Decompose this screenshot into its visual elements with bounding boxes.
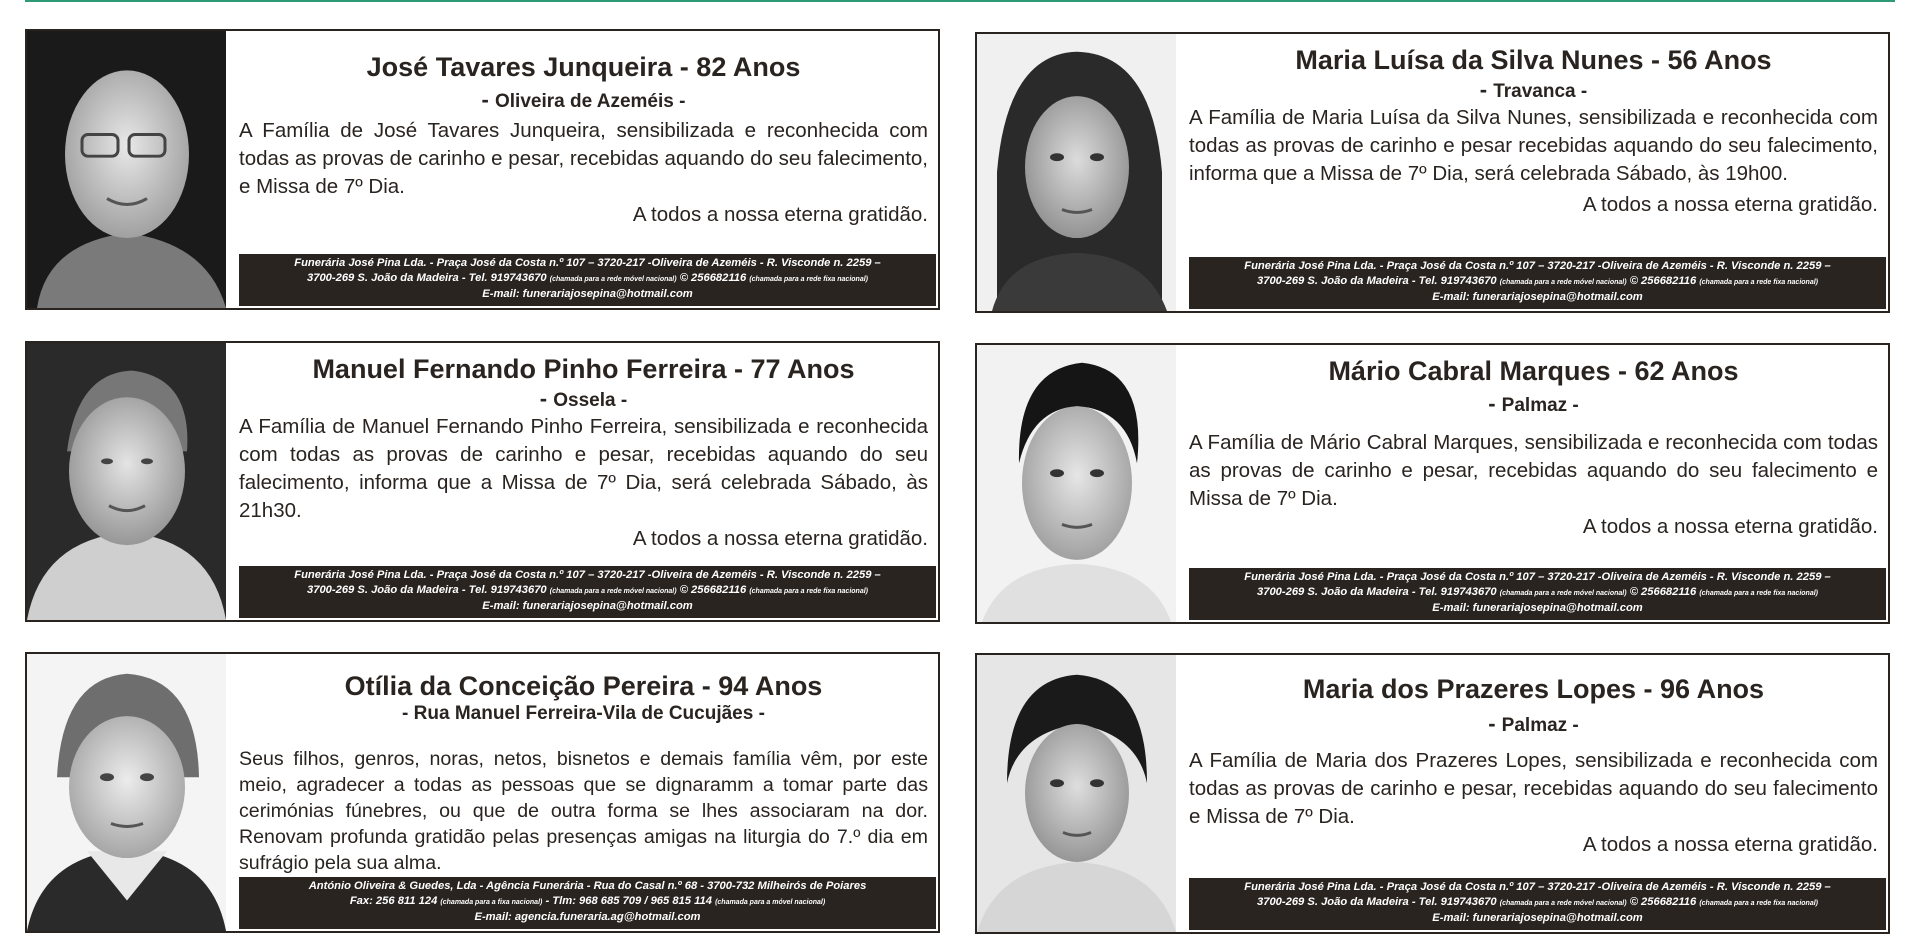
funeral-home-footer — [1189, 257, 1886, 309]
deceased-name: Manuel Fernando Pinho Ferreira - 77 Anos — [312, 354, 855, 384]
footer-line-2: 3700-269 S. João da Madeira - Tel. 919743670 (chamada para a rede móvel nacional) © 256682116 (chamada para a rede fixa nacional) — [1257, 275, 1818, 287]
thanks-line: A todos a nossa eterna gratidão. — [632, 527, 928, 550]
portrait-photo — [27, 343, 226, 620]
location: Travanca — [1493, 81, 1576, 102]
funeral-home-footer — [1189, 568, 1886, 620]
footer-line-1: Funerária José Pina Lda. - Praça José da Costa n.º 107 – 3720-217 -Oliveira de Azeméis - R. Visconde n. 2259 – — [1244, 881, 1831, 893]
obituary-card-jose — [25, 29, 940, 310]
location-line: - Palmaz - — [1488, 711, 1579, 736]
location: Palmaz — [1501, 715, 1568, 736]
portrait-photo — [977, 655, 1176, 932]
thanks-line: A todos a nossa eterna gratidão. — [1582, 515, 1878, 538]
location: Rua Manuel Ferreira-Vila de Cucujães — [413, 703, 754, 724]
footer-line-2: Fax: 256 811 124 (chamada para a fixa nacional) - Tlm: 968 685 709 / 965 815 114 (chamada para a móvel nacional) — [349, 895, 826, 907]
funeral-home-footer — [239, 877, 936, 929]
deceased-name: Maria dos Prazeres Lopes - 96 Anos — [1302, 674, 1765, 704]
deceased-name: Maria Luísa da Silva Nunes - 56 Anos — [1295, 45, 1772, 75]
footer-line-2: 3700-269 S. João da Madeira - Tel. 919743670 (chamada para a rede móvel nacional) © 256682116 (chamada para a rede fixa nacional) — [307, 272, 868, 284]
footer-line-1: Funerária José Pina Lda. - Praça José da Costa n.º 107 – 3720-217 -Oliveira de Azeméis - R. Visconde n. 2259 – — [1244, 571, 1831, 583]
portrait-photo — [977, 345, 1176, 622]
footer-line-2: 3700-269 S. João da Madeira - Tel. 919743670 (chamada para a rede móvel nacional) © 256682116 (chamada para a rede fixa nacional) — [1257, 586, 1818, 598]
footer-email: E-mail: funerariajosepina@hotmail.com — [1432, 602, 1643, 614]
notice-text: A Família de José Tavares Junqueira, sensibilizada e reconhecida com todas as provas de carinho e pesar, recebidas aquando do seu falecimento, e Missa de 7º Dia. — [239, 119, 928, 198]
footer-email: E-mail: funerariajosepina@hotmail.com — [1432, 912, 1643, 924]
footer-line-1: António Oliveira & Guedes, Lda - Agência Funerária - Rua do Casal n.º 68 - 3700-732 Milheirós de Poiares — [308, 880, 867, 892]
deceased-name: Mário Cabral Marques - 62 Anos — [1328, 356, 1739, 386]
notice-text: A Família de Maria Luísa da Silva Nunes, sensibilizada e reconhecida com todas as provas de carinho e pesar recebidas aquando do seu falecimento, informa que a Missa de 7º Dia, será celebrada Sábado, às 19h00. — [1189, 106, 1878, 185]
location: Ossela — [553, 390, 616, 411]
footer-line-1: Funerária José Pina Lda. - Praça José da Costa n.º 107 – 3720-217 -Oliveira de Azeméis - R. Visconde n. 2259 – — [1244, 260, 1831, 272]
thanks-line: A todos a nossa eterna gratidão. — [632, 203, 928, 226]
location-line: - Rua Manuel Ferreira-Vila de Cucujães - — [402, 703, 765, 724]
portrait-photo — [27, 31, 226, 308]
notice-text: A Família de Maria dos Prazeres Lopes, sensibilizada e reconhecida com todas as provas de carinho e pesar, recebidas aquando do seu falecimento e Missa de 7º Dia. — [1189, 749, 1878, 828]
notice-text: A Família de Manuel Fernando Pinho Ferreira, sensibilizada e reconhecida com todas as provas de carinho e pesar, recebidas aquando do seu falecimento, informa que a Missa de 7º Dia, será celebrada Sábado, às 21h30. — [239, 415, 928, 522]
location-line: - Ossela - — [539, 386, 628, 411]
location-line: - Oliveira de Azeméis - — [481, 87, 686, 112]
funeral-home-footer — [1189, 878, 1886, 930]
footer-email: E-mail: funerariajosepina@hotmail.com — [482, 600, 693, 612]
footer-email: E-mail: funerariajosepina@hotmail.com — [1432, 291, 1643, 303]
footer-line-2: 3700-269 S. João da Madeira - Tel. 919743670 (chamada para a rede móvel nacional) © 256682116 (chamada para a rede fixa nacional) — [307, 584, 868, 596]
location: Oliveira de Azeméis — [495, 91, 674, 112]
footer-line-2: 3700-269 S. João da Madeira - Tel. 919743670 (chamada para a rede móvel nacional) © 256682116 (chamada para a rede fixa nacional) — [1257, 896, 1818, 908]
location: Palmaz — [1501, 395, 1568, 416]
deceased-name: José Tavares Junqueira - 82 Anos — [366, 52, 801, 82]
obituary-card-manuel — [25, 341, 940, 622]
footer-email: E-mail: funerariajosepina@hotmail.com — [482, 288, 693, 300]
obituary-card-mario — [975, 343, 1890, 624]
obituary-card-otilia — [25, 652, 940, 933]
notice-text: Seus filhos, genros, noras, netos, bisnetos e demais família vêm, por este meio, agradecer a todas as pessoas que se dignaramm a tomar parte das cerimónias fúnebres, ou que de outra forma se lhes associaram na dor. Renovam profunda gratidão pelas presenças amigas na liturgia do 7.º dia em sufrágio pela sua alma. — [239, 748, 928, 874]
location-line: - Palmaz - — [1488, 391, 1579, 416]
portrait-photo — [27, 654, 226, 931]
footer-line-1: Funerária José Pina Lda. - Praça José da Costa n.º 107 – 3720-217 -Oliveira de Azeméis - R. Visconde n. 2259 – — [294, 569, 881, 581]
deceased-name: Otília da Conceição Pereira - 94 Anos — [344, 671, 823, 701]
top-rule — [25, 0, 1895, 2]
obituary-card-maria-luisa — [975, 32, 1890, 313]
funeral-home-footer — [239, 254, 936, 306]
funeral-home-footer — [239, 566, 936, 618]
location-line: - Travanca - — [1479, 77, 1588, 102]
thanks-line: A todos a nossa eterna gratidão. — [1582, 833, 1878, 856]
footer-email: E-mail: agencia.funeraria.ag@hotmail.com — [474, 911, 701, 923]
obituary-card-maria-prazeres — [975, 653, 1890, 934]
notice-text: A Família de Mário Cabral Marques, sensibilizada e reconhecida com todas as provas de carinho e pesar, recebidas aquando do seu falecimento e Missa de 7º Dia. — [1189, 431, 1878, 510]
footer-line-1: Funerária José Pina Lda. - Praça José da Costa n.º 107 – 3720-217 -Oliveira de Azeméis - R. Visconde n. 2259 – — [294, 257, 881, 269]
thanks-line: A todos a nossa eterna gratidão. — [1582, 193, 1878, 216]
portrait-photo — [977, 34, 1176, 311]
